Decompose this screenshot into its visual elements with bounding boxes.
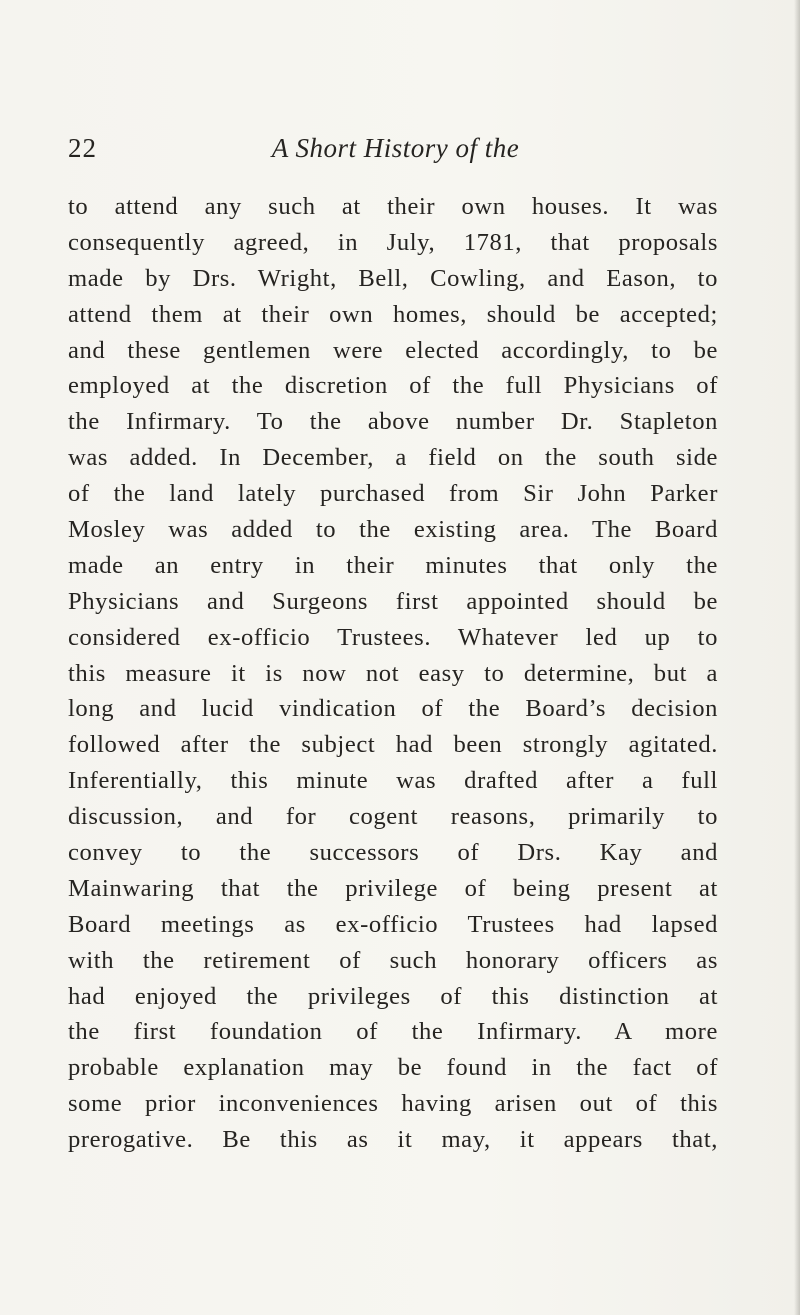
text-line: Physicians and Surgeons first appointed should be (68, 587, 718, 615)
text-line: made by Drs. Wright, Bell, Cowling, and Eason, to (68, 264, 718, 292)
text-line: made an entry in their minutes that only the (68, 551, 718, 579)
page-number: 22 (68, 133, 97, 163)
text-line: convey to the successors of Drs. Kay and (68, 839, 718, 867)
text-line: the Infirmary. To the above number Dr. Stapleton (68, 408, 718, 436)
text-line: prerogative. Be this as it may, it appears that, (68, 1126, 718, 1154)
text-line: the first foundation of the Infirmary. A more (68, 1018, 718, 1046)
text-line: this measure it is now not easy to determine, but a (68, 659, 718, 687)
text-line: probable explanation may be found in the fact of (68, 1054, 718, 1082)
text-line: long and lucid vindication of the Board’s decision (68, 695, 718, 723)
text-line: Board meetings as ex-officio Trustees had lapsed (68, 910, 718, 938)
text-line: Mosley was added to the existing area. The Board (68, 516, 718, 544)
text-line: considered ex-officio Trustees. Whatever led up to (68, 623, 718, 651)
running-head (68, 131, 723, 165)
text-line: was added. In December, a field on the south side (68, 444, 718, 472)
text-line: of the land lately purchased from Sir John Parker (68, 480, 718, 508)
text-line: consequently agreed, in July, 1781, that proposals (68, 228, 718, 256)
text-line: some prior inconveniences having arisen out of this (68, 1090, 718, 1118)
body-text (68, 189, 718, 1158)
text-line: Mainwaring that the privilege of being present at (68, 874, 718, 902)
text-line: to attend any such at their own houses. It was (68, 193, 718, 220)
text-line: followed after the subject had been strongly agitated. (68, 731, 718, 759)
text-line: discussion, and for cogent reasons, primarily to (68, 803, 718, 831)
text-line: employed at the discretion of the full Physicians of (68, 372, 718, 400)
running-title: A Short History of the (271, 133, 520, 163)
page-edge-shadow (794, 0, 800, 1315)
text-line: had enjoyed the privileges of this distinction at (68, 982, 718, 1010)
text-line: attend them at their own homes, should be accepted; (68, 300, 718, 328)
text-line: and these gentlemen were elected accordingly, to be (68, 336, 718, 364)
text-line: Inferentially, this minute was drafted after a full (68, 767, 718, 795)
text-line: with the retirement of such honorary officers as (68, 946, 718, 974)
